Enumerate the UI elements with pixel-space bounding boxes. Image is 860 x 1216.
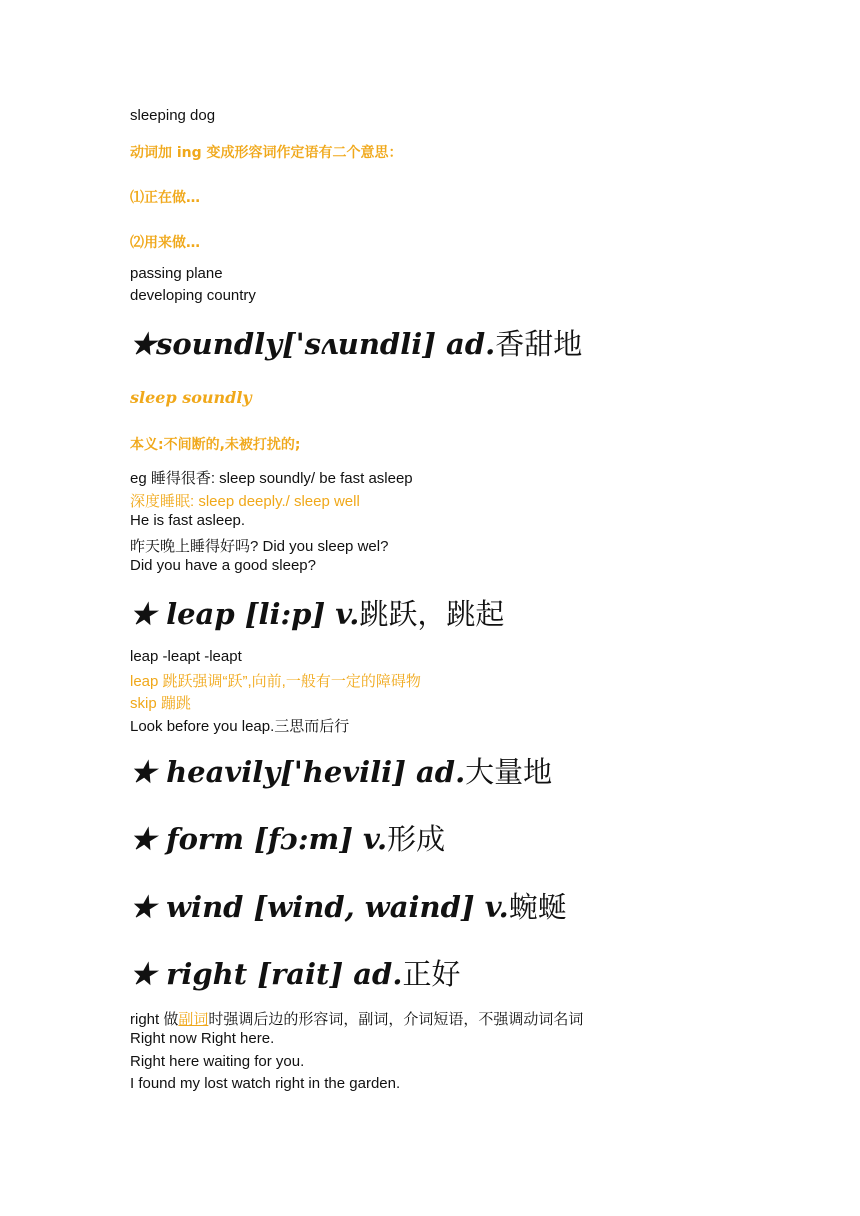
- text-line: skip 蹦跳: [130, 695, 191, 712]
- heading-word: ★ heavily['hevili] ad.: [130, 755, 466, 789]
- text-line: 深度睡眠: sleep deeply./ sleep well: [130, 493, 360, 510]
- heading-word: ★ form [fɔ:m] v.: [130, 822, 388, 856]
- heading-meaning: 形成: [387, 822, 446, 856]
- text-line: Look before you leap.三思而后行: [130, 718, 350, 735]
- heading-meaning: 蜿蜒: [508, 890, 567, 924]
- text-line: leap -leapt -leapt: [130, 648, 242, 665]
- text-line: sleeping dog: [130, 107, 216, 124]
- text-line: developing country: [130, 287, 256, 304]
- text-line: I found my lost watch right in the garden.: [130, 1075, 401, 1092]
- vocab-heading: [130, 952, 460, 993]
- heading-meaning: 香甜地: [495, 327, 583, 361]
- heading-meaning: 正好: [402, 957, 461, 991]
- text-segment: 时强调后边的形容词，副词，介词短语，不强调动词名词: [208, 1011, 584, 1028]
- note-line: sleep soundly: [130, 388, 252, 407]
- note-line: ⑴正在做…: [130, 190, 200, 206]
- adverb-link[interactable]: 副词: [178, 1011, 209, 1028]
- text-line: leap 跳跃强调“跃”,向前,一般有一定的障碍物: [130, 673, 421, 690]
- text-line: Right here waiting for you.: [130, 1053, 305, 1070]
- vocab-heading: [130, 322, 582, 363]
- heading-meaning: 跳跃，跳起: [359, 597, 505, 631]
- text-segment: right 做: [130, 1011, 179, 1028]
- text-line: [130, 1008, 583, 1029]
- heading-word: ★soundly['sʌundli] ad.: [130, 327, 496, 361]
- text-line: He is fast asleep.: [130, 512, 246, 529]
- vocab-heading: [130, 592, 504, 633]
- note-line: 动词加 ing 变成形容词作定语有二个意思：: [130, 145, 403, 161]
- vocab-heading: [130, 750, 552, 791]
- vocab-heading: [130, 817, 445, 858]
- text-line: Did you have a good sleep?: [130, 557, 316, 574]
- note-line: ⑵用来做…: [130, 235, 200, 251]
- text-line: passing plane: [130, 265, 223, 282]
- text-line: 昨天晚上睡得好吗? Did you sleep wel?: [130, 538, 389, 555]
- vocab-heading: [130, 885, 567, 926]
- heading-word: ★ leap [li:p] v.: [130, 597, 360, 631]
- note-line: 本义:不间断的,未被打扰的;: [130, 437, 301, 453]
- text-line: Right now Right here.: [130, 1030, 275, 1047]
- heading-meaning: 大量地: [465, 755, 553, 789]
- text-line: eg 睡得很香: sleep soundly/ be fast asleep: [130, 470, 413, 487]
- heading-word: ★ wind [wind, waind] v.: [130, 890, 509, 924]
- heading-word: ★ right [rait] ad.: [130, 957, 403, 991]
